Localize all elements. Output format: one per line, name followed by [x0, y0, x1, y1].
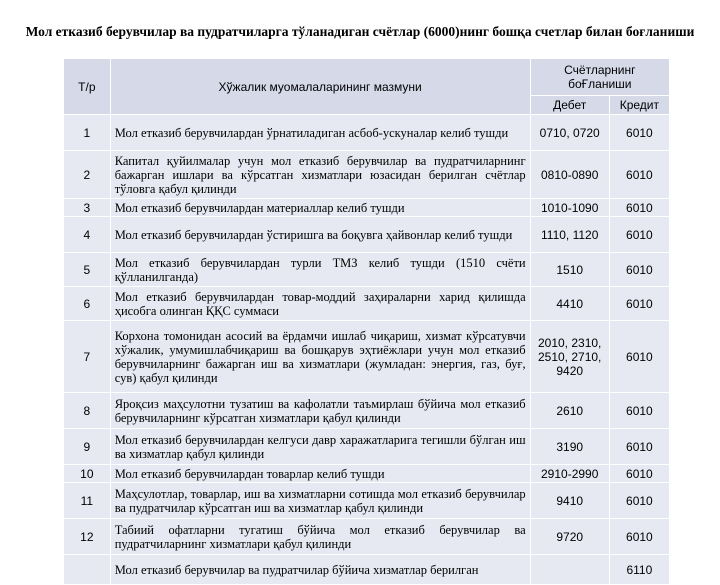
row-number: 12 — [64, 519, 111, 555]
row-description: Мол етказиб берувчилардан материаллар келиб тушди — [110, 199, 530, 217]
row-description: Мол етказиб берувчилардан товарлар келиб тушди — [110, 465, 530, 483]
table-row — [64, 465, 670, 483]
row-description: Мол етказиб берувчилардан турли ТМЗ келиб тушди (1510 счёти қўлланилганда) — [110, 253, 530, 287]
row-debit: 2910-2990 — [530, 465, 609, 483]
row-debit: 3190 — [530, 429, 609, 465]
accounts-table — [63, 58, 670, 585]
row-number: 9 — [64, 429, 111, 465]
row-debit: 0810-0890 — [530, 151, 609, 199]
row-debit: 1010-1090 — [530, 199, 609, 217]
page-title: Мол етказиб берувчилар ва пудратчиларга тўланадиган счётлар (6000)нинг бошқа счетлар билан боғланиши — [25, 24, 695, 39]
row-credit: 6010 — [609, 321, 669, 393]
header-description: Хўжалик муомалаларининг мазмуни — [110, 59, 530, 115]
row-credit: 6010 — [609, 199, 669, 217]
row-debit: 2010, 2310, 2510, 2710, 9420 — [530, 321, 609, 393]
table-row — [64, 429, 670, 465]
row-debit: 9410 — [530, 483, 609, 519]
row-number: 1 — [64, 115, 111, 151]
table-row — [64, 253, 670, 287]
row-debit: 1510 — [530, 253, 609, 287]
row-number — [64, 555, 111, 585]
table-row — [64, 217, 670, 253]
row-credit: 6010 — [609, 429, 669, 465]
row-credit: 6010 — [609, 287, 669, 321]
row-credit: 6010 — [609, 217, 669, 253]
table-row — [64, 287, 670, 321]
row-debit: 2610 — [530, 393, 609, 429]
row-credit: 6010 — [609, 115, 669, 151]
row-number: 4 — [64, 217, 111, 253]
row-credit: 6010 — [609, 253, 669, 287]
row-description: Мол етказиб берувчилар ва пудратчилар бўйича хизматлар берилган — [110, 555, 530, 585]
row-description: Мол етказиб берувчилардан товар-моддий заҳираларни харид қилишда ҳисобга олинган ҚҚС суммаси — [110, 287, 530, 321]
table-row — [64, 151, 670, 199]
row-debit: 4410 — [530, 287, 609, 321]
row-debit: 1110, 1120 — [530, 217, 609, 253]
row-number: 2 — [64, 151, 111, 199]
row-description: Мол етказиб берувчилардан ўрнатиладиган асбоб-ускуналар келиб тушди — [110, 115, 530, 151]
header-credit: Кредит — [609, 96, 669, 115]
row-number: 11 — [64, 483, 111, 519]
row-description: Капитал қуйилмалар учун мол етказиб берувчилар ва пудратчиларнинг бажарган ишлари ва кўрсатган хизматлари юзасидан берилган счётлар тўловга қабул қилинди — [110, 151, 530, 199]
row-credit: 6010 — [609, 465, 669, 483]
row-number: 6 — [64, 287, 111, 321]
row-description: Табиий офатларни тугатиш бўйича мол етказиб берувчилар ва пудратчиларнинг хизматлари қабул қилинди — [110, 519, 530, 555]
row-debit — [530, 555, 609, 585]
row-credit: 6010 — [609, 151, 669, 199]
table-row — [64, 483, 670, 519]
row-number: 8 — [64, 393, 111, 429]
table-row — [64, 199, 670, 217]
row-debit: 9720 — [530, 519, 609, 555]
table-row — [64, 519, 670, 555]
row-number: 7 — [64, 321, 111, 393]
header-debit: Дебет — [530, 96, 609, 115]
row-description: Мол етказиб берувчилардан келгуси давр харажатларига тегишли бўлган иш ва хизматлар қабул қилинди — [110, 429, 530, 465]
table-row — [64, 393, 670, 429]
table-row — [64, 115, 670, 151]
row-description: Корхона томонидан асосий ва ёрдамчи ишлаб чиқариш, хизмат кўрсатувчи хўжалик, умумишлабчиқариш ва бошқарув эҳтиёжлари учун мол етказиб берувчиларнинг бажарган иш ва хизматлари (жумладан: энергия, газ, буғ, сув) қабул қилинди — [110, 321, 530, 393]
row-credit: 6110 — [609, 555, 669, 585]
row-credit: 6010 — [609, 483, 669, 519]
row-description: Яроқсиз маҳсулотни тузатиш ва кафолатли таъмирлаш бўйича мол етказиб берувчиларнинг кўрсатган хизматлари қабул қилинди — [110, 393, 530, 429]
table-row — [64, 321, 670, 393]
header-accounts: Счётларнинг боҒланиши — [530, 59, 669, 96]
row-number: 3 — [64, 199, 111, 217]
row-credit: 6010 — [609, 519, 669, 555]
row-credit: 6010 — [609, 393, 669, 429]
row-number: 10 — [64, 465, 111, 483]
row-description: Мол етказиб берувчилардан ўстиришга ва боқувга ҳайвонлар келиб тушди — [110, 217, 530, 253]
row-description: Маҳсулотлар, товарлар, иш ва хизматларни сотишда мол етказиб берувчилар ва пудратчилар кўрсатган иш ва хизматлар қабул қилинди — [110, 483, 530, 519]
table-row — [64, 555, 670, 585]
header-num: Т/р — [64, 59, 111, 115]
row-debit: 0710, 0720 — [530, 115, 609, 151]
row-number: 5 — [64, 253, 111, 287]
